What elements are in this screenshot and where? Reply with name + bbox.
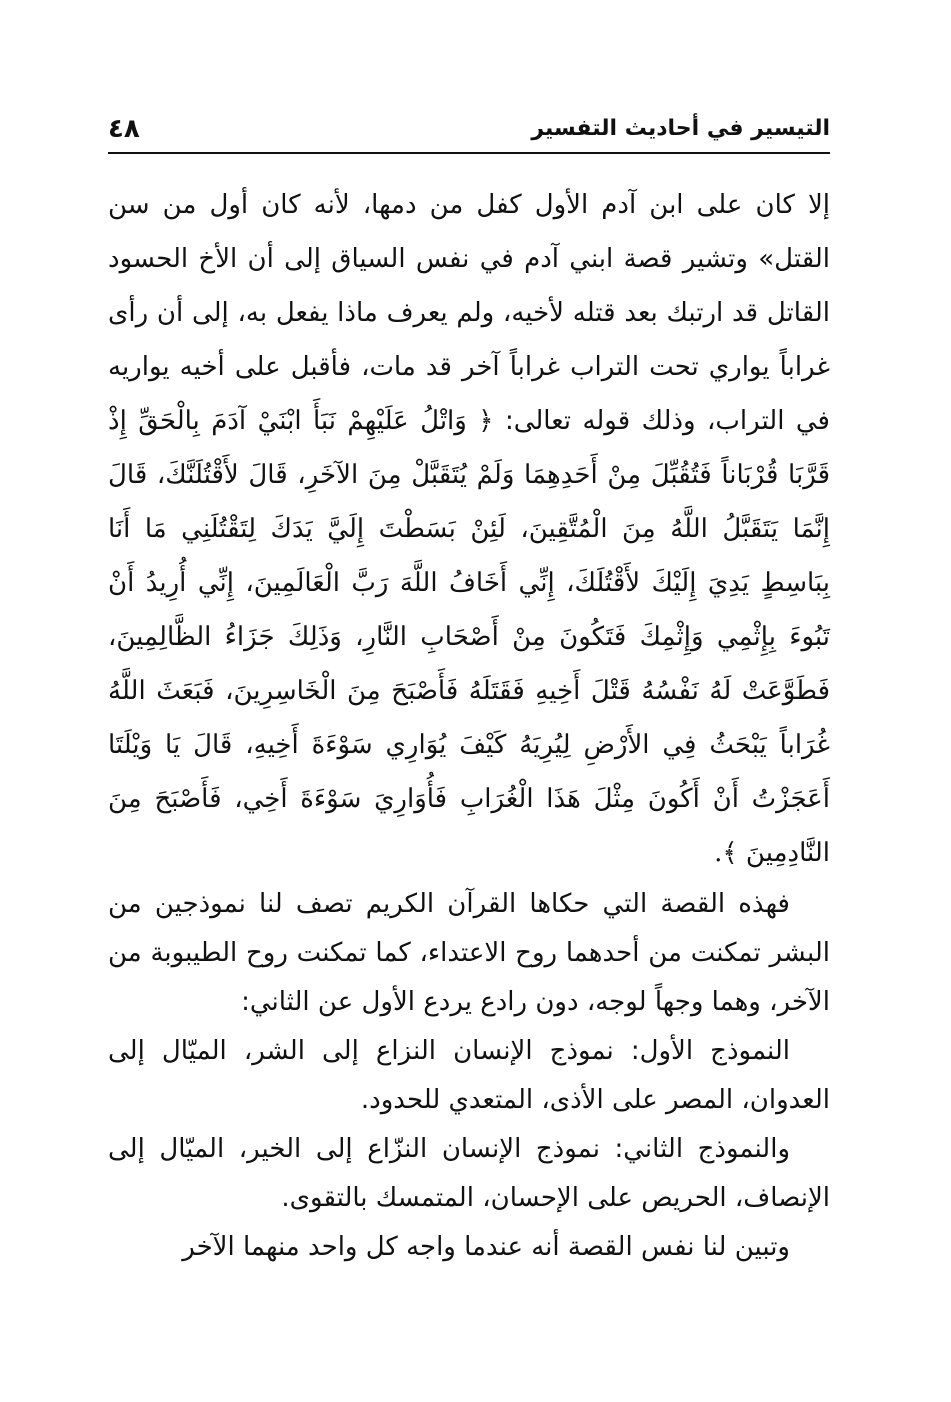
page-header: [108, 112, 830, 152]
page-body: [108, 178, 830, 1272]
quran-verse: ﴿ وَاتْلُ عَلَيْهِمْ نَبَأَ ابْنَيْ آدَمَ بِالْحَقِّ إِذْ قَرَّبَا قُرْبَاناً فَتُقُبِّلَ مِنْ أَحَدِهِمَا وَلَمْ يُتَقَبَّلْ مِنَ الآخَرِ، قَالَ لأَقْتُلَنَّكَ، قَالَ إِنَّمَا يَتَقَبَّلُ اللَّهُ مِنَ الْمُتَّقِينَ، لَئِنْ بَسَطْتَ إِلَيَّ يَدَكَ لِتَقْتُلَنِي مَا أَنَا بِبَاسِطٍ يَدِيَ إِلَيْكَ لأَقْتُلَكَ، إِنِّي أَخَافُ اللَّهَ رَبَّ الْعَالَمِينَ، إِنِّي أُرِيدُ أَنْ تَبُوءَ بِإِثْمِي وَإِثْمِكَ فَتَكُونَ مِنْ أَصْحَابِ النَّارِ، وَذَلِكَ جَزَاءُ الظَّالِمِينَ، فَطَوَّعَتْ لَهُ نَفْسُهُ قَتْلَ أَخِيهِ فَقَتَلَهُ فَأَصْبَحَ مِنَ الْخَاسِرِينَ، فَبَعَثَ اللَّهُ غُرَاباً يَبْحَثُ فِي الأَرْضِ لِيُرِيَهُ كَيْفَ يُوَارِي سَوْءَةَ أَخِيهِ، قَالَ يَا وَيْلَتَا أَعَجَزْتُ أَنْ أَكُونَ مِثْلَ هَذَا الْغُرَابِ فَأُوَارِيَ سَوْءَةَ أَخِي، فَأَصْبَحَ مِنَ النَّادِمِينَ ﴾.: [108, 406, 830, 868]
running-title: التيسير في أحاديث التفسير: [531, 116, 830, 141]
paragraph-second-model: والنموذج الثاني: نموذج الإنسان النزّاع إلى الخير، الميّال إلى الإنصاف، الحريص على الإحسان، المتمسك بالتقوى.: [108, 1134, 830, 1213]
paragraph-continuation: وتبين لنا نفس القصة أنه عندما واجه كل واحد منهما الآخر: [182, 1232, 790, 1262]
page-number: ٤٨: [108, 114, 140, 144]
intro-text: إلا كان على ابن آدم الأول كفل من دمها، لأنه كان أول من سن القتل» وتشير قصة ابني آدم في نفس السياق إلى أن الأخ الحسود القاتل قد ارتبك بعد قتله لأخيه، ولم يعرف ماذا يفعل به، إلى أن رأى غراباً يواري تحت التراب غراباً آخر قد مات، فأقبل على أخيه يواريه في التراب، وذلك قوله تعالى:: [108, 190, 830, 436]
intro-paragraph: [108, 178, 830, 880]
header-divider: [108, 152, 830, 154]
paragraph-first-model: النموذج الأول: نموذج الإنسان النزاع إلى الشر، الميّال إلى العدوان، المصر على الأذى، المتعدي للحدود.: [108, 1036, 830, 1115]
paragraph-two-models: فهذه القصة التي حكاها القرآن الكريم تصف لنا نموذجين من البشر تمكنت من أحدهما روح الاعتداء، كما تمكنت روح الطيبوبة من الآخر، وهما وجهاً لوجه، دون رادع يردع الأول عن الثاني:: [108, 889, 830, 1017]
